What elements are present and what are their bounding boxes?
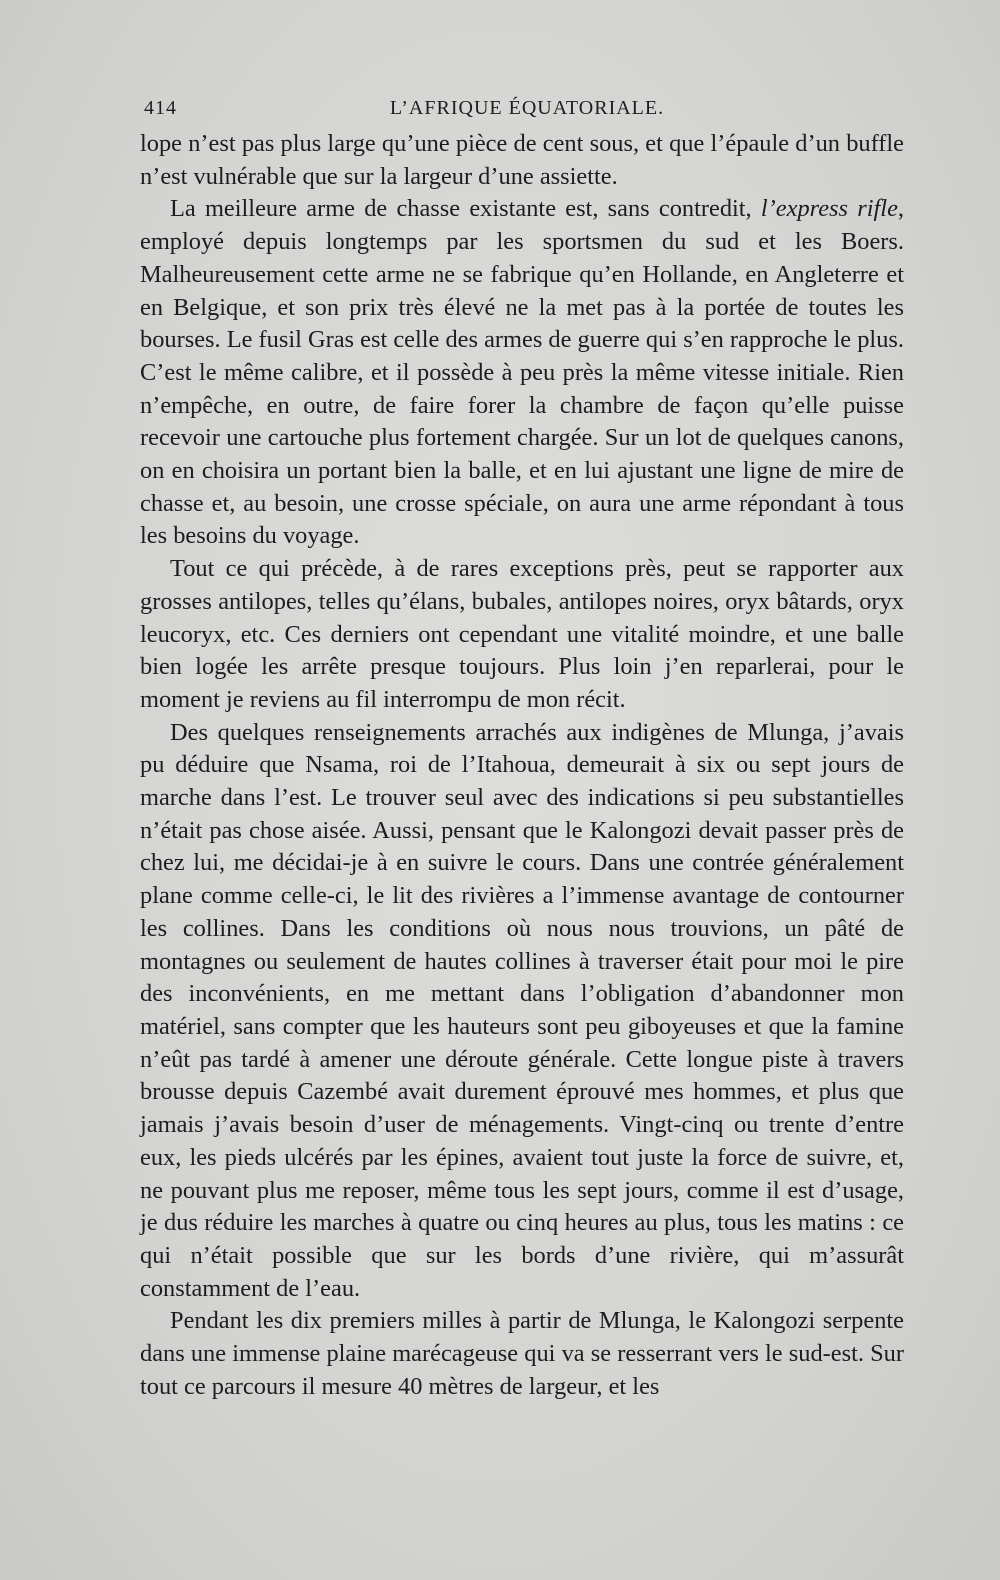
- running-title: L’AFRIQUE ÉQUATORIALE.: [389, 97, 665, 119]
- paragraph-text: La meilleure arme de chasse existante est, sans contredit,: [170, 195, 761, 223]
- paragraph-antilopes: Tout ce qui précède, à de rares exceptions près, peut se rapporter aux grosses antilopes, telles qu’élans, bubales, antilopes noires, oryx bâtards, oryx leucoryx, etc. Ces derniers ont cependant une vitalité moindre, et une balle bien logée les arrête presque toujours. Plus loin j’en reparlerai, pour le moment je reviens au fil interrompu de mon récit.: [140, 555, 904, 713]
- italic-term: l’express rifle: [760, 195, 898, 223]
- paragraph-nsama: Des quelques renseignements arrachés aux indigènes de Mlunga, j’avais pu déduire que Nsama, roi de l’Itahoua, demeurait à six ou sept jours de marche dans l’est. Le trouver seul avec des indications si peu substantielles n’était pas chose aisée. Aussi, pensant que le Kalongozi devait passer près de chez lui, me décidai-je à en suivre le cours. Dans une contrée généralement plane comme celle-ci, le lit des rivières a l’immense avantage de contourner les collines. Dans les conditions où nous nous trouvions, un pâté de montagnes ou seulement de hautes collines à traverser était pour moi le pire des inconvénients, en me mettant dans l’obligation d’abandonner mon matériel, sans compter que les hauteurs sont peu giboyeuses et que la famine n’eût pas tardé à amener une déroute générale. Cette longue piste à travers brousse depuis Cazembé avait durement éprouvé mes hommes, et plus que jamais j’avais besoin d’user de ménagements. Vingt-cinq ou trente d’entre eux, les pieds ulcérés par les épines, avaient tout juste la force de suivre, et, ne pouvant plus me reposer, même tous les sept jours, comme il est d’usage, je dus réduire les marches à quatre ou cinq heures au plus, tous les matins : ce qui n’était possible que sur les bords d’une rivière, qui m’assurât constamment de l’eau.: [140, 718, 904, 1302]
- running-head: [144, 97, 900, 127]
- paragraph-express-rifle: [140, 193, 904, 553]
- paragraph-text: , employé depuis longtemps par les sportsmen du sud et les Boers. Malheureusement cette arme ne se fabrique qu’en Hollande, en Angleterre et en Belgique, et son prix très élevé ne la met pas à la portée de toutes les bourses. Le fusil Gras est celle des armes de guerre qui s’en rapproche le plus. C’est le même calibre, et il possède à peu près la même vitesse initiale. Rien n’empêche, en outre, de faire forer la chambre de façon qu’elle puisse recevoir une cartouche plus fortement chargée. Sur un lot de quelques canons, on en choisira un portant bien la balle, et en lui ajustant une ligne de mire de chasse et, au besoin, une crosse spéciale, on aura une arme répondant à tous les besoins du voyage.: [140, 195, 905, 550]
- paragraph-continued: lope n’est pas plus large qu’une pièce de cent sous, et que l’épaule d’un buffle n’est vulnérable que sur la largeur d’une assiette.: [140, 130, 904, 190]
- page-number: 414: [144, 97, 177, 119]
- body-text: [140, 128, 904, 1403]
- paragraph-kalongozi: Pendant les dix premiers milles à partir de Mlunga, le Kalongozi serpente dans une immense plaine marécageuse qui va se resserrant vers le sud-est. Sur tout ce parcours il mesure 40 mètres de largeur, et les: [140, 1307, 904, 1400]
